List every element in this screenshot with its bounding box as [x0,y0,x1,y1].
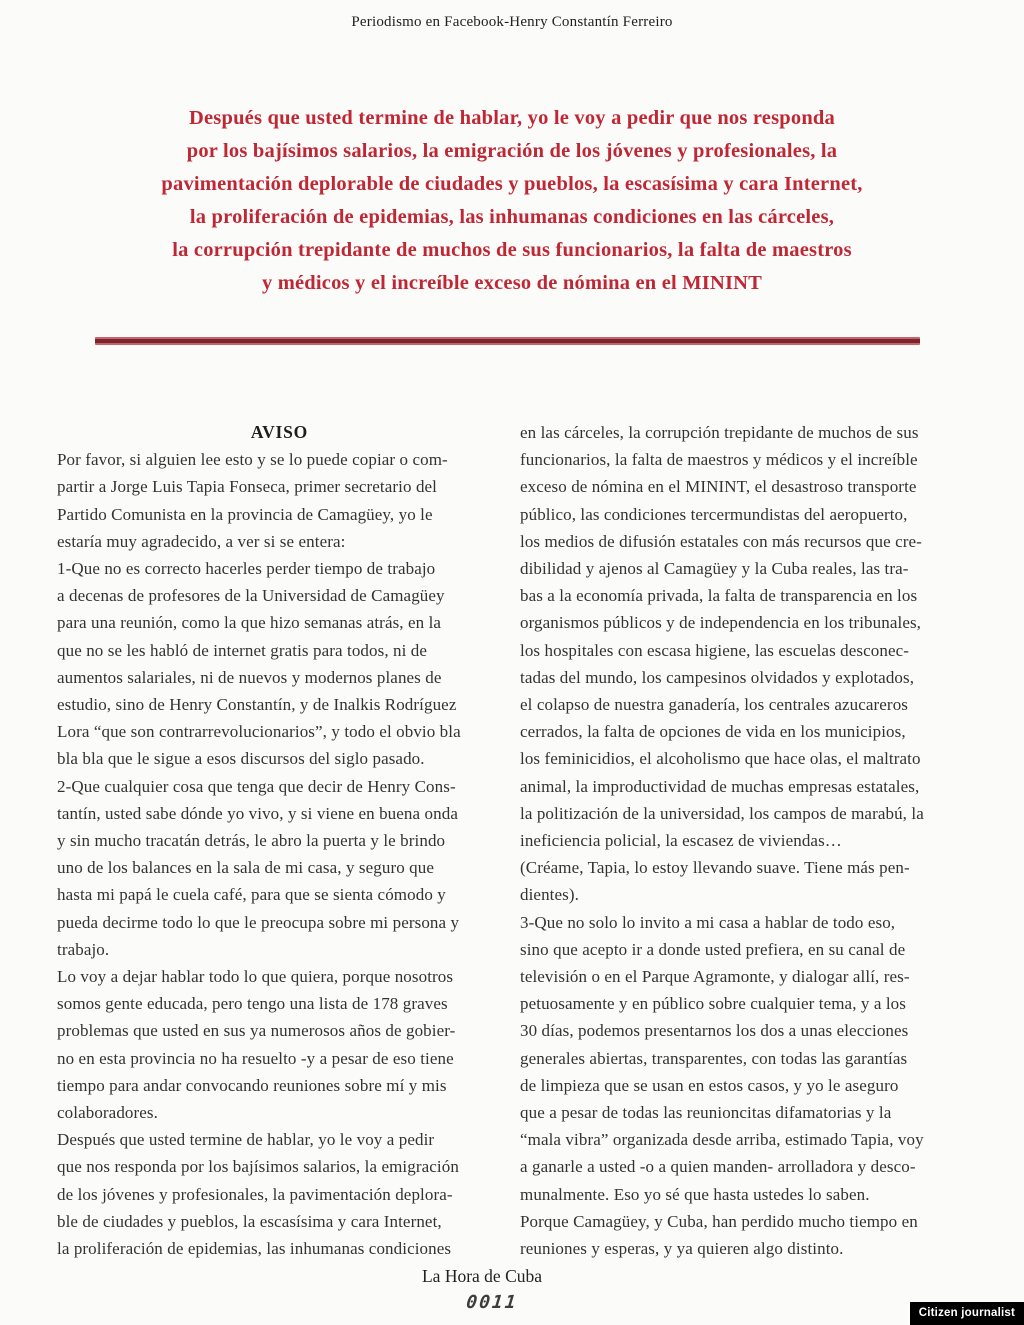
text-line: que nos responda por los bajísimos salarios, la emigración [57,1157,459,1177]
text-line: funcionarios, la falta de maestros y médicos y el increíble [520,450,918,470]
text-line: televisión o en el Parque Agramonte, y dialogar allí, res- [520,967,910,987]
citizen-journalist-badge: Citizen journalist [908,1302,1024,1325]
text-line: pueda decirme todo lo que le preocupa sobre mi persona y [57,912,460,932]
two-column-body [57,419,965,1262]
text-line: 3-Que no solo lo invito a mi casa a hablar de todo eso, [520,912,896,932]
right-column-text [520,419,965,1262]
right-column [520,419,965,1262]
text-line: “mala vibra” organizada desde arriba, estimado Tapia, voy [520,1130,924,1150]
text-line: 1-Que no es correcto hacerles perder tiempo de trabajo [57,559,436,579]
text-line: por los bajísimos salarios, la emigración de los jóvenes y profesionales, la [186,140,838,162]
text-line: de los jóvenes y profesionales, la pavimentación deplora- [57,1184,453,1204]
text-line: público, las condiciones tercermundistas del aeropuerto, [520,504,908,524]
text-line: Porque Camagüey, y Cuba, han perdido mucho tiempo en [520,1211,918,1231]
text-line: estudio, sino de Henry Constantín, y de Inalkis Rodríguez [57,695,457,715]
left-column [57,419,502,1262]
text-line: Después que usted termine de hablar, yo le voy a pedir [57,1130,435,1150]
text-line: petuosamente y en público sobre cualquier tema, y a los [520,994,906,1014]
text-line: cerrados, la falta de opciones de vida en los municipios, [520,722,906,742]
text-line: tadas del mundo, los campesinos olvidados y explotados, [520,667,915,687]
text-line: los feminicidios, el alcoholismo que hace olas, el maltrato [520,749,921,769]
text-line: que no se les habló de internet gratis para todos, ni de [57,640,428,660]
text-line: el colapso de nuestra ganadería, los centrales azucareros [520,695,909,715]
text-line: ineficiencia policial, la escasez de viviendas… [520,831,842,851]
text-line: a ganarle a usted -o a quien manden- arrolladora y desco- [520,1157,916,1177]
text-line: la politización de la universidad, los campos de marabú, la [520,803,924,823]
red-headline [70,102,954,300]
text-line: dientes). [520,885,579,905]
text-line: Lora “que son contrarrevolucionarios”, y todo el obvio bla [57,722,461,742]
publication-name: La Hora de Cuba [421,1266,543,1286]
text-line: estaría muy agradecido, a ver si se entera: [57,531,346,551]
text-line: no en esta provincia no ha resuelto -y a pesar de eso tiene [57,1048,454,1068]
text-line: a decenas de profesores de la Universidad de Camagüey [57,586,445,606]
text-line: colaboradores. [57,1103,158,1123]
text-line: aumentos salariales, ni de nuevos y modernos planes de [57,667,442,687]
text-line: somos gente educada, pero tengo una lista de 178 graves [57,994,448,1014]
text-line: bla bla que le sigue a esos discursos del siglo pasado. [57,749,425,769]
aviso-heading: AVISO [250,422,309,442]
text-line: munalmente. Eso yo sé que hasta ustedes lo saben. [520,1184,870,1204]
text-line: animal, la improductividad de muchas empresas estatales, [520,776,920,796]
text-line: y médicos y el increíble exceso de nómina en el MININT [261,272,763,294]
text-line: Por favor, si alguien lee esto y se lo puede copiar o com- [57,450,448,470]
text-line: la proliferación de epidemias, las inhumanas condiciones [57,1239,452,1259]
text-line: reuniones y esperas, y ya quieren algo distinto. [520,1239,844,1259]
text-line: de limpieza que se usan en estos casos, y yo le aseguro [520,1075,899,1095]
text-line: exceso de nómina en el MININT, el desastroso transporte [520,477,917,497]
left-column-text [57,446,502,1262]
page-counter: 0011 [465,1292,519,1313]
text-line: sino que acepto ir a donde usted prefiera, en su canal de [520,939,906,959]
text-line: dibilidad y ajenos al Camagüey y la Cuba reales, las tra- [520,559,909,579]
text-line: partir a Jorge Luis Tapia Fonseca, primer secretario del [57,477,438,497]
text-line: ble de ciudades y pueblos, la escasísima y cara Internet, [57,1211,442,1231]
text-line: la proliferación de epidemias, las inhumanas condiciones en las cárceles, [189,206,835,228]
text-line: problemas que usted en sus ya numerosos años de gobier- [57,1021,456,1041]
text-line: en las cárceles, la corrupción trepidante de muchos de sus [520,423,919,442]
text-line: uno de los balances en la sala de mi casa, y seguro que [57,858,435,878]
text-line: bas a la economía privada, la falta de transparencia en los [520,586,918,606]
text-line: 30 días, podemos presentarnos los dos a unas elecciones [520,1021,909,1041]
red-divider-rule [95,337,920,345]
text-line: tantín, usted sabe dónde yo vivo, y si viene en buena onda [57,803,458,823]
text-line: la corrupción trepidante de muchos de sus funcionarios, la falta de maestros [172,239,852,261]
text-line: los medios de difusión estatales con más recursos que cre- [520,531,922,551]
text-line: hasta mi papá le cuela café, para que se sienta cómodo y [57,885,446,905]
text-line: que a pesar de todas las reunioncitas difamatorias y la [520,1103,892,1123]
text-line: trabajo. [57,939,110,959]
text-line: los hospitales con escasa higiene, las escuelas desconec- [520,640,910,660]
text-line: pavimentación deplorable de ciudades y pueblos, la escasísima y cara Internet, [161,173,863,195]
text-line: Partido Comunista en la provincia de Camagüey, yo le [57,504,433,524]
text-line: generales abiertas, transparentes, con todas las garantías [520,1048,908,1068]
text-line: y sin mucho tracatán detrás, le abro la puerta y le brindo [57,831,446,851]
text-line: para una reunión, como la que hizo semanas atrás, en la [57,613,442,633]
text-line: Después que usted termine de hablar, yo le voy a pedir que nos responda [189,107,835,129]
text-line: organismos públicos y de independencia en los tribunales, [520,613,922,633]
text-line: tiempo para andar convocando reuniones sobre mí y mis [57,1075,447,1095]
page-header-title: Periodismo en Facebook-Henry Constantín Ferreiro [351,14,673,30]
text-line: (Créame, Tapia, lo estoy llevando suave. Tiene más pen- [520,858,910,878]
text-line: Lo voy a dejar hablar todo lo que quiera, porque nosotros [57,967,454,987]
text-line: 2-Que cualquier cosa que tenga que decir de Henry Cons- [57,776,456,796]
